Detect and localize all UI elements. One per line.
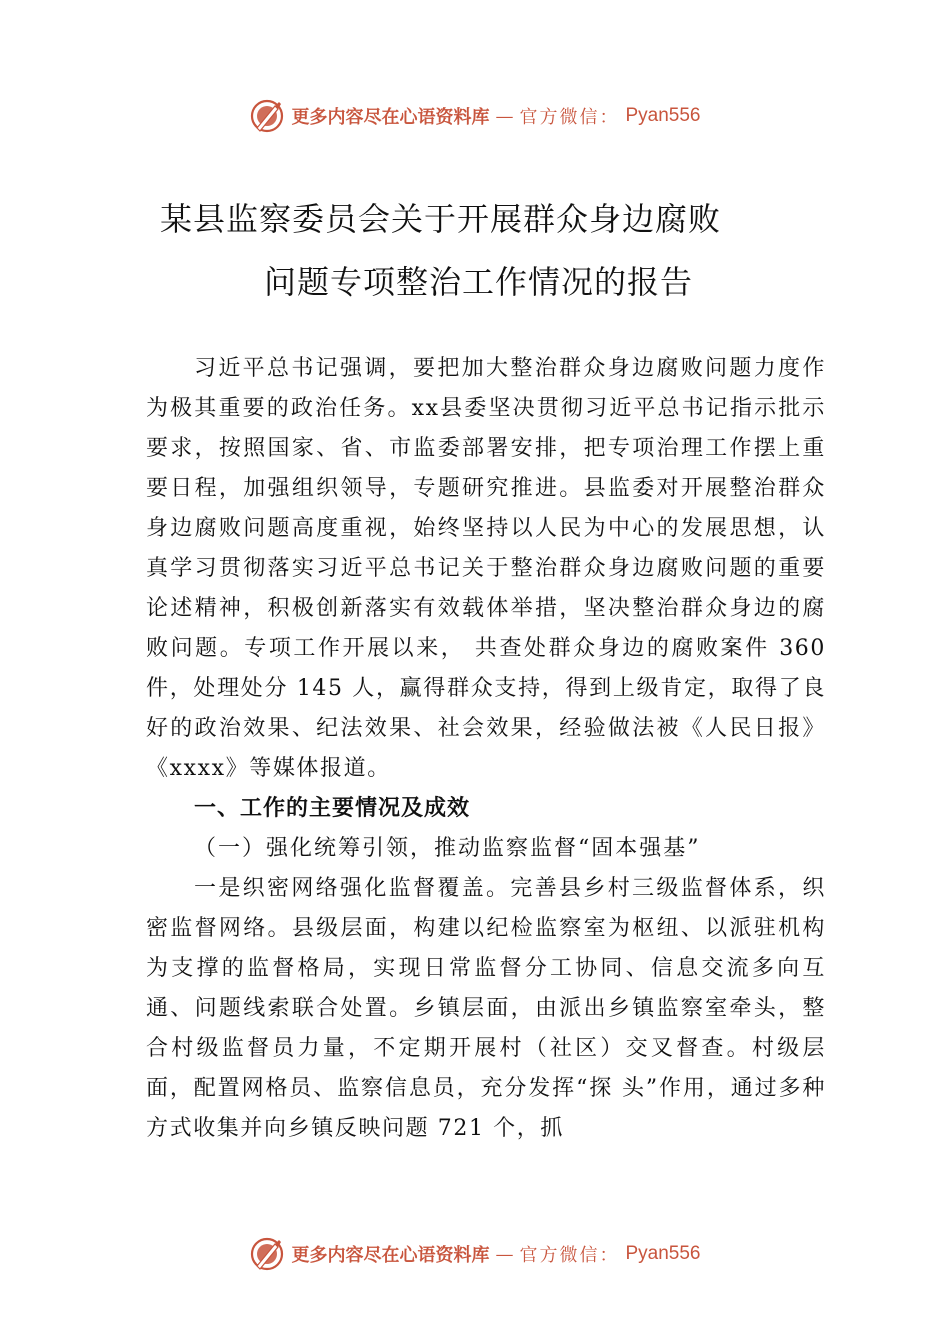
- document-title-line-2: 问题专项整治工作情况的报告: [264, 263, 694, 301]
- section-paragraph: 一是织密网络强化监督覆盖。完善县乡村三级监督体系，织密监督网络。县级层面，构建以纪检监察室为枢纽、以派驻机构为支撑的监督格局，实现日常监督分工协同、信息交流多向互通、问题线索联合处置。乡镇层面，由派出乡镇监察室牵头，整合村级监督员力量，不定期开展村（社区）交叉督查。村级层面，配置网格员、监察信息员，充分发挥“探 头”作用，通过多种方式收集并向乡镇反映问题 721 个，抓: [146, 876, 826, 1141]
- banner-brand-text: 更多内容尽在心语资料库: [291, 1245, 490, 1266]
- banner-wechat-label: 官方微信：: [519, 107, 620, 128]
- footer-banner: [0, 1232, 950, 1276]
- section-heading-1: 一、工作的主要情况及成效: [194, 796, 471, 821]
- brush-logo-icon: [249, 98, 285, 134]
- banner-wechat-label: 官方微信：: [519, 1245, 620, 1266]
- brush-logo-icon: [249, 1236, 285, 1272]
- intro-paragraph: 习近平总书记强调，要把加大整治群众身边腐败问题力度作为极其重要的政治任务。xx县委坚决贯彻习近平总书记指示批示要求，按照国家、省、市监委部署安排，把专项治理工作摆上重要日程，加强组织领导，专题研究推进。县监委对开展整治群众身边腐败问题高度重视，始终坚持以人民为中心的发展思想，认真学习贯彻落实习近平总书记关于整治群众身边腐败问题的重要论述精神，积极创新落实有效载体举措，坚决整治群众身边的腐败问题。专项工作开展以来， 共查处群众身边的腐败案件 360 件，处理处分 145 人，赢得群众支持，得到上级肯定，取得了良好的政治效果、纪法效果、社会效果，经验做法被《人民日报》《xxxx》等媒体报道。: [146, 356, 826, 781]
- banner-dash: —: [495, 1243, 514, 1265]
- header-banner: [0, 94, 950, 138]
- banner-dash: —: [495, 105, 514, 127]
- subsection-heading-1: （一）强化统筹引领，推动监察监督“固本强基”: [194, 836, 701, 861]
- document-body: [146, 349, 826, 1149]
- banner-wechat-id: Pyan556: [625, 105, 701, 126]
- banner-brand-text: 更多内容尽在心语资料库: [291, 107, 490, 128]
- banner-wechat-id: Pyan556: [625, 1243, 701, 1264]
- document-title-line-1: 某县监察委员会关于开展群众身边腐败: [160, 200, 722, 238]
